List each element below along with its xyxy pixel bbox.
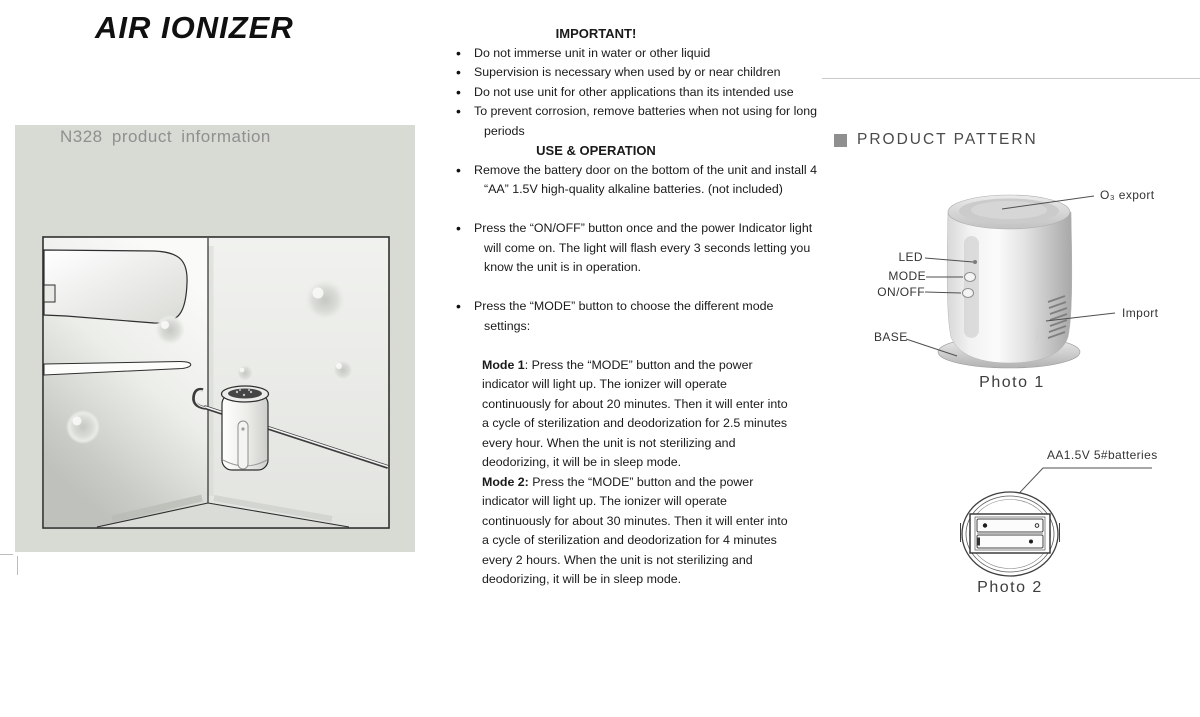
product-pattern-heading: PRODUCT PATTERN [834,131,1038,149]
mirror-shape [44,250,187,323]
photo2-figure [900,443,1200,608]
product-info-panel [15,125,415,552]
mode-1-label: Mode 1 [482,357,525,372]
page-title: AIR IONIZER [95,10,294,45]
label-on-off: ON/OFF [877,285,925,299]
product-info-heading: N328 product information [60,127,271,146]
photo2-caption: Photo 2 [977,579,1043,596]
list-item: • Do not use unit for other applications than its intended use [446,83,818,103]
label-import: Import [1122,306,1159,320]
crop-mark-vertical [17,556,18,575]
crop-mark-horizontal [0,554,13,555]
instructions-column [446,24,818,590]
list-item: • Remove the battery door on the bottom of the unit and install 4 “AA” 1.5V high-quality alkaline batteries. (not included) [446,161,818,200]
bathroom-illustration [42,236,390,529]
photo1-figure [822,182,1200,397]
mode-2-label: Mode 2: [482,474,529,489]
mode-descriptions [446,356,818,590]
label-o3-export: O₃ export [1100,188,1155,202]
top-divider-rule [822,78,1200,79]
section-marker-icon [834,134,847,147]
list-item: • To prevent corrosion, remove batteries when not using for long periods [446,102,818,141]
list-item: • Supervision is necessary when used by or near children [446,63,818,83]
list-item: • Press the “MODE” button to choose the different mode settings: [446,297,818,336]
use-operation-heading: USE & OPERATION [536,143,656,158]
list-item: • Press the “ON/OFF” button once and the power Indicator light will come on. The light will flash every 3 seconds letting you know the unit is in operation. [446,219,818,278]
important-heading: IMPORTANT! [555,26,637,41]
mode-2-paragraph: Mode 2: Press the “MODE” button and the power indicator will light up. The ionizer will operate continuously for about 30 minutes. Then it will enter into a cycle of sterilization and deodorization for 4 minutes every 2 hours. When the unit is not sterilizing and deodorizing, it will be in sleep mode. [482,474,788,586]
label-batteries: AA1.5V 5#batteries [1047,448,1158,462]
list-item: • Do not immerse unit in water or other liquid [446,44,818,64]
important-list [446,44,818,142]
use-operation-list [446,161,818,337]
label-mode: MODE [888,269,926,283]
label-base: BASE [874,330,908,344]
mode-1-paragraph: Mode 1: Press the “MODE” button and the power indicator will light up. The ionizer will operate continuously for about 20 minutes. Then it will enter into a cycle of sterilization and deodorization for 2.5 minutes every hour. When the unit is not sterilizing and deodorizing, it will be in sleep mode. [482,357,788,469]
ionizer-unit [222,386,269,470]
photo1-caption: Photo 1 [979,374,1045,391]
label-led: LED [898,250,923,264]
